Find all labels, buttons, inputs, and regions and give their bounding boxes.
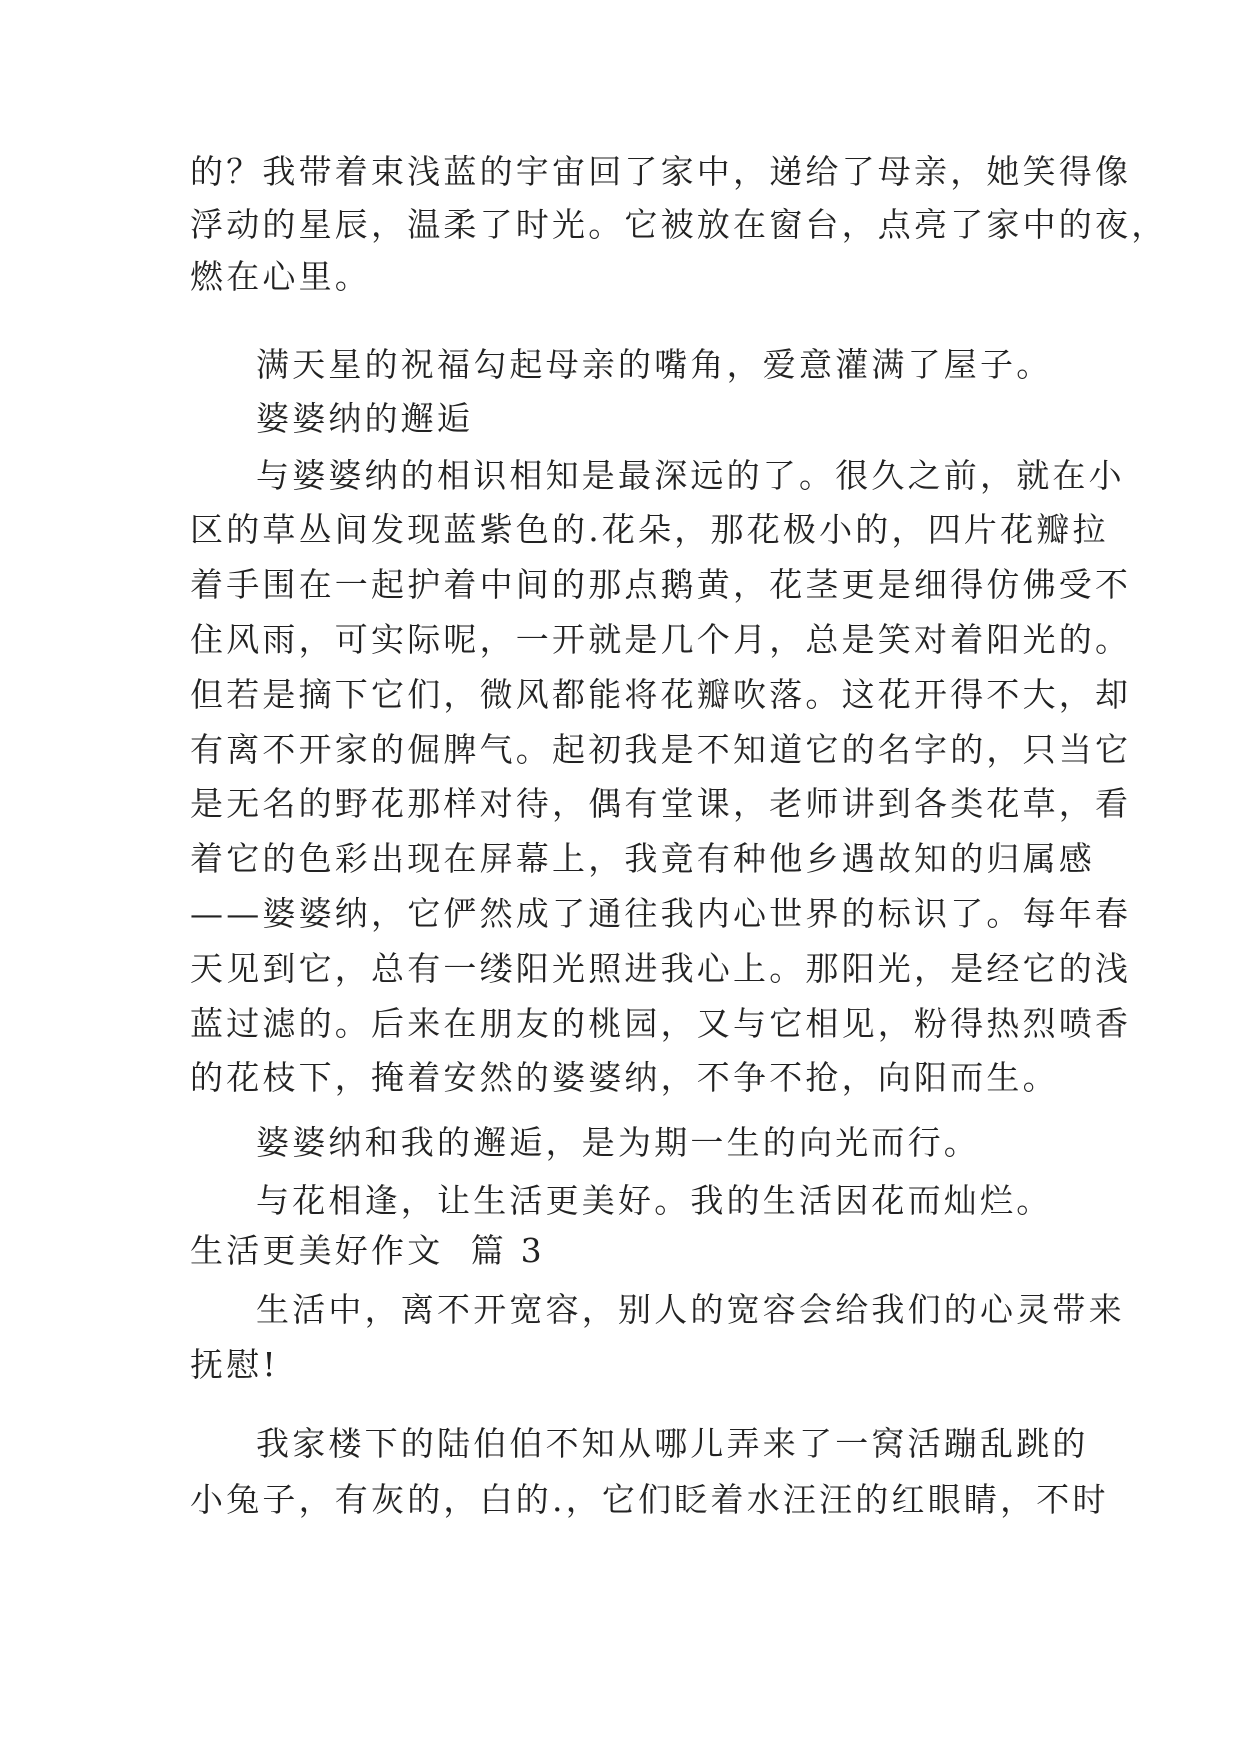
text-line: 是无名的野花那样对待，偶有堂课，老师讲到各类花草，看 bbox=[190, 784, 1132, 823]
text-line: 着它的色彩出现在屏幕上，我竟有种他乡遇故知的归属感 bbox=[190, 839, 1095, 878]
text-line: 天见到它，总有一缕阳光照进我心上。那阳光，是经它的浅 bbox=[190, 949, 1132, 988]
section-heading: 婆婆纳的邂逅 bbox=[256, 399, 474, 438]
text-line: 的？我带着束浅蓝的宇宙回了家中，递给了母亲，她笑得像 bbox=[190, 152, 1132, 191]
text-line: 生活中，离不开宽容，别人的宽容会给我们的心灵带来 bbox=[256, 1290, 1125, 1329]
text-line: 有离不开家的倔脾气。起初我是不知道它的名字的，只当它 bbox=[190, 730, 1132, 769]
section-title: 生活更美好作文 篇 3 bbox=[190, 1231, 545, 1270]
text-line: 区的草丛间发现蓝紫色的.花朵，那花极小的，四片花瓣拉 bbox=[190, 510, 1109, 549]
text-line: 抚慰! bbox=[190, 1345, 279, 1384]
text-line: 蓝过滤的。后来在朋友的桃园，又与它相见，粉得热烈喷香 bbox=[190, 1004, 1132, 1043]
text-line: ——婆婆纳，它俨然成了通往我内心世界的标识了。每年春 bbox=[190, 894, 1132, 933]
text-line: 的花枝下，掩着安然的婆婆纳，不争不抢，向阳而生。 bbox=[190, 1058, 1059, 1097]
text-line: 着手围在一起护着中间的那点鹅黄，花茎更是细得仿佛受不 bbox=[190, 565, 1132, 604]
text-line: 婆婆纳和我的邂逅，是为期一生的向光而行。 bbox=[256, 1123, 980, 1162]
text-line: 我家楼下的陆伯伯不知从哪儿弄来了一窝活蹦乱跳的 bbox=[256, 1424, 1089, 1463]
text-line: 燃在心里。 bbox=[190, 257, 371, 296]
text-line: 小兔子，有灰的，白的.，它们眨着水汪汪的红眼睛，不时 bbox=[190, 1480, 1109, 1519]
text-line: 与婆婆纳的相识相知是最深远的了。很久之前，就在小 bbox=[256, 456, 1125, 495]
text-line: 住风雨，可实际呢，一开就是几个月，总是笑对着阳光的。 bbox=[190, 620, 1132, 659]
text-line: 浮动的星辰，温柔了时光。它被放在窗台，点亮了家中的夜， bbox=[190, 205, 1168, 244]
text-line: 但若是摘下它们，微风都能将花瓣吹落。这花开得不大，却 bbox=[190, 675, 1132, 714]
text-line: 满天星的祝福勾起母亲的嘴角，爱意灌满了屋子。 bbox=[256, 345, 1053, 384]
text-line: 与花相逢，让生活更美好。我的生活因花而灿烂。 bbox=[256, 1181, 1053, 1220]
